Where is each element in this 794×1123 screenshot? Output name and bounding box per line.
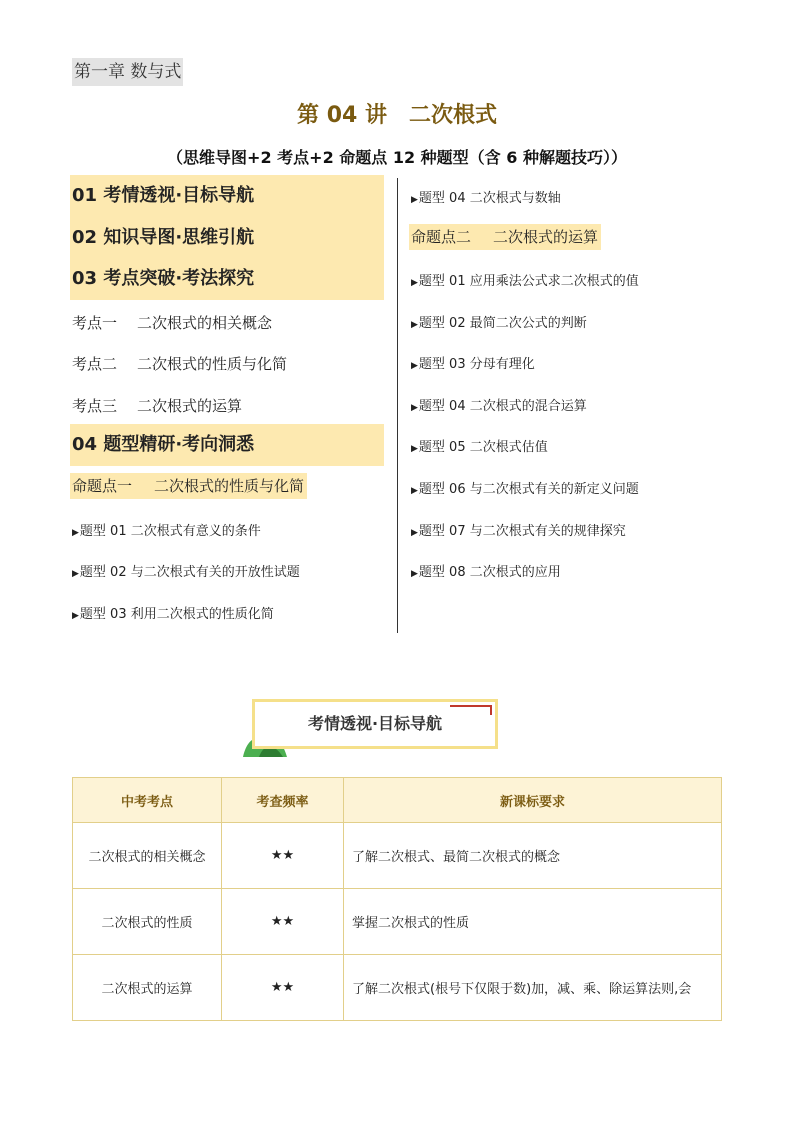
arrow-icon: ▶ xyxy=(411,320,418,330)
kaodian-label: 考点二 xyxy=(72,355,118,373)
header-frequency: 考查频率 xyxy=(222,778,344,823)
cell-kaodian: 二次根式的性质 xyxy=(73,889,222,955)
toc-section-2[interactable]: 02 知识导图·思维引航 xyxy=(70,217,384,259)
toc-left-type-3[interactable] xyxy=(72,603,274,622)
page-title: 第 04 讲 二次根式 xyxy=(297,103,497,128)
header-requirement: 新课标要求 xyxy=(344,778,722,823)
toc-kaodian-1[interactable] xyxy=(72,312,272,333)
arrow-icon: ▶ xyxy=(72,528,79,538)
arrow-icon: ▶ xyxy=(72,569,79,579)
table-row xyxy=(73,955,722,1021)
toc-right-type-1[interactable] xyxy=(411,270,639,289)
toc-section-3[interactable]: 03 考点突破·考法探究 xyxy=(70,258,384,300)
toc-right-type-top[interactable] xyxy=(411,187,561,206)
toc-right-type-3[interactable] xyxy=(411,353,535,372)
type-text: 题型 04 二次根式与数轴 xyxy=(418,191,561,206)
type-text: 题型 06 与二次根式有关的新定义问题 xyxy=(418,482,639,497)
banner-accent xyxy=(450,705,492,707)
type-text: 题型 01 应用乘法公式求二次根式的值 xyxy=(418,274,639,289)
kaodian-label: 考点一 xyxy=(72,314,118,332)
arrow-icon: ▶ xyxy=(411,361,418,371)
header-kaodian: 中考考点 xyxy=(73,778,222,823)
type-text: 题型 01 二次根式有意义的条件 xyxy=(79,524,261,539)
type-text: 题型 02 最简二次公式的判断 xyxy=(418,316,587,331)
type-text: 题型 04 二次根式的混合运算 xyxy=(418,399,587,414)
toc-kaodian-3[interactable] xyxy=(72,395,242,416)
cell-requirement: 了解二次根式、最简二次根式的概念 xyxy=(344,823,722,889)
toc-left-type-2[interactable] xyxy=(72,561,300,580)
toc-right-type-6[interactable] xyxy=(411,478,639,497)
arrow-icon: ▶ xyxy=(411,486,418,496)
toc-mingti-2[interactable] xyxy=(409,224,601,250)
page-subtitle: （思维导图+2 考点+2 命题点 12 种题型（含 6 种解题技巧）） xyxy=(167,148,627,167)
table-row xyxy=(73,889,722,955)
mingti-text: 二次根式的运算 xyxy=(493,228,599,246)
table-row xyxy=(73,823,722,889)
mingti-label: 命题点一 xyxy=(72,477,133,495)
banner-accent-tick xyxy=(490,705,492,715)
cell-requirement: 了解二次根式(根号下仅限于数)加，减、乘、除运算法则,会 xyxy=(344,955,722,1021)
toc-right-type-8[interactable] xyxy=(411,561,561,580)
mingti-text: 二次根式的性质与化简 xyxy=(154,477,305,495)
toc-divider xyxy=(397,178,398,633)
mingti-label: 命题点二 xyxy=(411,228,472,246)
toc-section-1[interactable]: 01 考情透视·目标导航 xyxy=(70,175,384,217)
toc-kaodian-2[interactable] xyxy=(72,353,287,374)
arrow-icon: ▶ xyxy=(72,611,79,621)
toc-right-type-4[interactable] xyxy=(411,395,587,414)
chapter-label: 第一章 数与式 xyxy=(72,58,183,86)
banner-title: 考情透视·目标导航 xyxy=(307,714,443,733)
arrow-icon: ▶ xyxy=(411,528,418,538)
type-text: 题型 03 利用二次根式的性质化简 xyxy=(79,607,274,622)
toc-right-type-7[interactable] xyxy=(411,520,626,539)
toc-left-type-1[interactable] xyxy=(72,520,261,539)
toc-mingti-1[interactable] xyxy=(70,473,307,499)
type-text: 题型 05 二次根式估值 xyxy=(418,440,548,455)
kaodian-label: 考点三 xyxy=(72,397,118,415)
arrow-icon: ▶ xyxy=(411,569,418,579)
requirements-table xyxy=(72,777,722,1021)
type-text: 题型 08 二次根式的应用 xyxy=(418,565,561,580)
type-text: 题型 02 与二次根式有关的开放性试题 xyxy=(79,565,300,580)
arrow-icon: ▶ xyxy=(411,444,418,454)
arrow-icon: ▶ xyxy=(411,195,418,205)
arrow-icon: ▶ xyxy=(411,278,418,288)
toc-section-4[interactable]: 04 题型精研·考向洞悉 xyxy=(70,424,384,466)
cell-frequency: ★★ xyxy=(222,889,344,955)
kaodian-text: 二次根式的运算 xyxy=(137,397,243,415)
type-text: 题型 07 与二次根式有关的规律探究 xyxy=(418,524,626,539)
cell-frequency: ★★ xyxy=(222,823,344,889)
cell-kaodian: 二次根式的运算 xyxy=(73,955,222,1021)
cell-frequency: ★★ xyxy=(222,955,344,1021)
toc-right-type-2[interactable] xyxy=(411,312,587,331)
cell-kaodian: 二次根式的相关概念 xyxy=(73,823,222,889)
toc-right-type-5[interactable] xyxy=(411,436,548,455)
kaodian-text: 二次根式的相关概念 xyxy=(137,314,273,332)
table-header-row xyxy=(73,778,722,823)
kaodian-text: 二次根式的性质与化简 xyxy=(137,355,288,373)
cell-requirement: 掌握二次根式的性质 xyxy=(344,889,722,955)
arrow-icon: ▶ xyxy=(411,403,418,413)
type-text: 题型 03 分母有理化 xyxy=(418,357,535,372)
